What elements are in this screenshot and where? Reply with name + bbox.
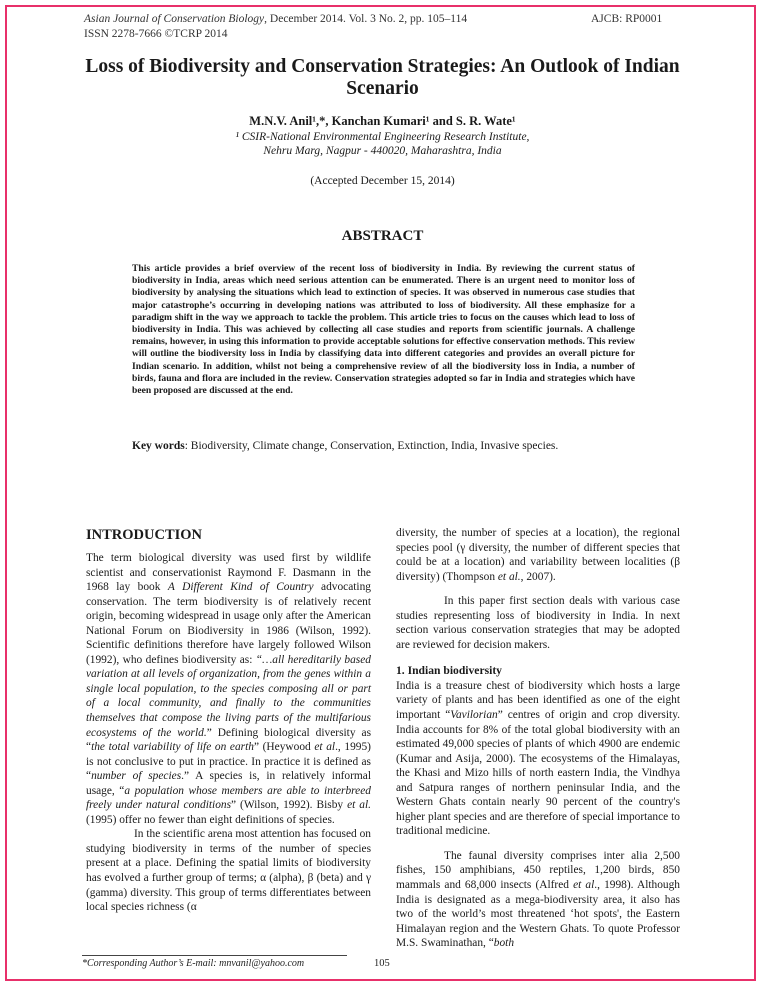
accepted-date: (Accepted December 15, 2014): [310, 175, 455, 187]
affiliation-line-2: Nehru Marg, Nagpur - 440020, Maharashtra, India: [263, 145, 502, 157]
journal-citation: Asian Journal of Conservation Biology, December 2014. Vol. 3 No. 2, pp. 105–114: [84, 13, 468, 25]
intro-paragraph-1: The term biological diversity was used first by wildlife scientist and conservationist Raymond F. Dasmann in the 1968 lay book A Different Kind of Country advocating conservation. The term biodiversity is of relatively recent origin, becoming widespread in usage only after the American National Forum on Biodiversity in 1986 (Wilson, 1992). Scientific definitions therefore have largely followed Wilson (1992), who defines biodiversity as: “…all hereditarily based variation at all levels of organization, from the genes within a single local population, to the species composing all or part of a local community, and finally to the communities themselves that compose the living parts of the multifarious ecosystems of the world.” Defining biological diversity as “the total variability of life on earth” (Heywood et al., 1995) is not conclusive to put in practice. In practice it is defined as “number of species.” A species is, in relatively informal usage, “a population whose members are able to interbreed freely under natural conditions” (Wilson, 1992). Bisby et al. (1995) offer no fewer than eight definitions of species.: [86, 552, 372, 826]
right-paragraph-2: In this paper first section deals with various case studies representing loss of biodiversity in India. In next section various conservation strategies that may be adopted are reviewed for decision makers.: [396, 595, 680, 651]
abstract-heading: ABSTRACT: [341, 228, 424, 244]
corresponding-author-footnote: *Corresponding Author’s E-mail: mnvanil@yahoo.com: [82, 958, 305, 969]
keywords: [132, 440, 652, 452]
left-column: [86, 527, 371, 915]
authors-line: M.N.V. Anil¹,*, Kanchan Kumari¹ and S. R. Wate¹: [249, 114, 516, 128]
introduction-heading: INTRODUCTION: [86, 527, 203, 543]
article-code: AJCB: RP0001: [591, 13, 663, 25]
issue-info: , December 2014. Vol. 3 No. 2, pp. 105–114: [264, 13, 468, 25]
abstract-body: This article provides a brief overview of the recent loss of biodiversity in India. By reviewing the current status of biodiversity in India, areas which need serious attention can be enumerated. There is an urgent need to monitor loss of biodiversity by analysing the situations which lead to extinction of species. It was observed in numerous case studies that major catastrophe’s occurring in developing nations was attributed to loss of biodiversity. All these emphasize for a paradigm shift in the way we approach to tackle the problem. This article tries to focus on the causes which lead to loss of biodiversity in India. This was achieved by collecting all case studies and reports from scientific journals. A challenge remains, however, in using this information to provide acceptable solutions for effective conservation methods. This review will outline the biodiversity loss in India by classifying data into different categories and provides an overall picture for Indian scenario. In addition, whilst not being a comprehensive review of all the biodiversity loss in India, a number of birds, fauna and flora are included in the review. Conservation strategies adopted so far in India and strategies which have been proposed are discussed at the end.: [132, 263, 635, 397]
article-title: Loss of Biodiversity and Conservation Strategies: An Outlook of Indian Scenario: [85, 56, 680, 99]
issn-line: ISSN 2278-7666 ©TCRP 2014: [84, 28, 228, 40]
india-paragraph-2: The faunal diversity comprises inter alia 2,500 fishes, 150 amphibians, 450 reptiles, 1,200 birds, 850 mammals and 68,000 insects (Alfred et al., 1998). Although India is designated as a mega-biodiversity area, it also has two of the world’s most threatened ‘hot spots', the Eastern Himalayan region and the Western Ghats. To quote Professor M.S. Swaminathan, “both: [396, 849, 681, 950]
affiliation-line-1: ¹ CSIR-National Environmental Engineering Research Institute,: [235, 131, 530, 143]
right-paragraph-1: diversity, the number of species at a location), the regional species pool (γ diversity, the number of different species that could be at a location) and variability between localities (β diversity) (Thompson et al., 2007).: [396, 527, 680, 583]
indian-biodiversity-heading: 1. Indian biodiversity: [396, 664, 502, 678]
intro-paragraph-2: In the scientific arena most attention has focused on studying biodiversity in terms of the number of species present at a place. Defining the spatial limits of biodiversity has evolved a further group of terms; α (alpha), β (beta) and γ (gamma) diversity. This group of terms differentiates between local species richness (α: [86, 828, 371, 914]
keywords-text: : Biodiversity, Climate change, Conservation, Extinction, India, Invasive species.: [184, 440, 559, 452]
page-number: 105: [374, 958, 390, 969]
keywords-label: Key words: [132, 440, 185, 452]
affiliation: [84, 130, 681, 158]
india-paragraph-1: India is a treasure chest of biodiversity which hosts a large variety of plants and has been identified as one of the eight important “Vavilorian” centres of origin and crop diversity. India accounts for 8% of the total global biodiversity with an estimated 49,000 species of plants of which 4900 are endemic (Kumar and Asija, 2000). The ecosystems of the Himalayas, the Khasi and Mizo hills of north eastern India, the Vindhya and Satpura ranges of northern peninsular India, and the Western Ghats contain nearly 90 percent of the country's higher plant species and are therefore of special importance to traditional medicine.: [396, 679, 680, 838]
right-column: [396, 526, 680, 951]
footnote-rule: [82, 955, 347, 956]
